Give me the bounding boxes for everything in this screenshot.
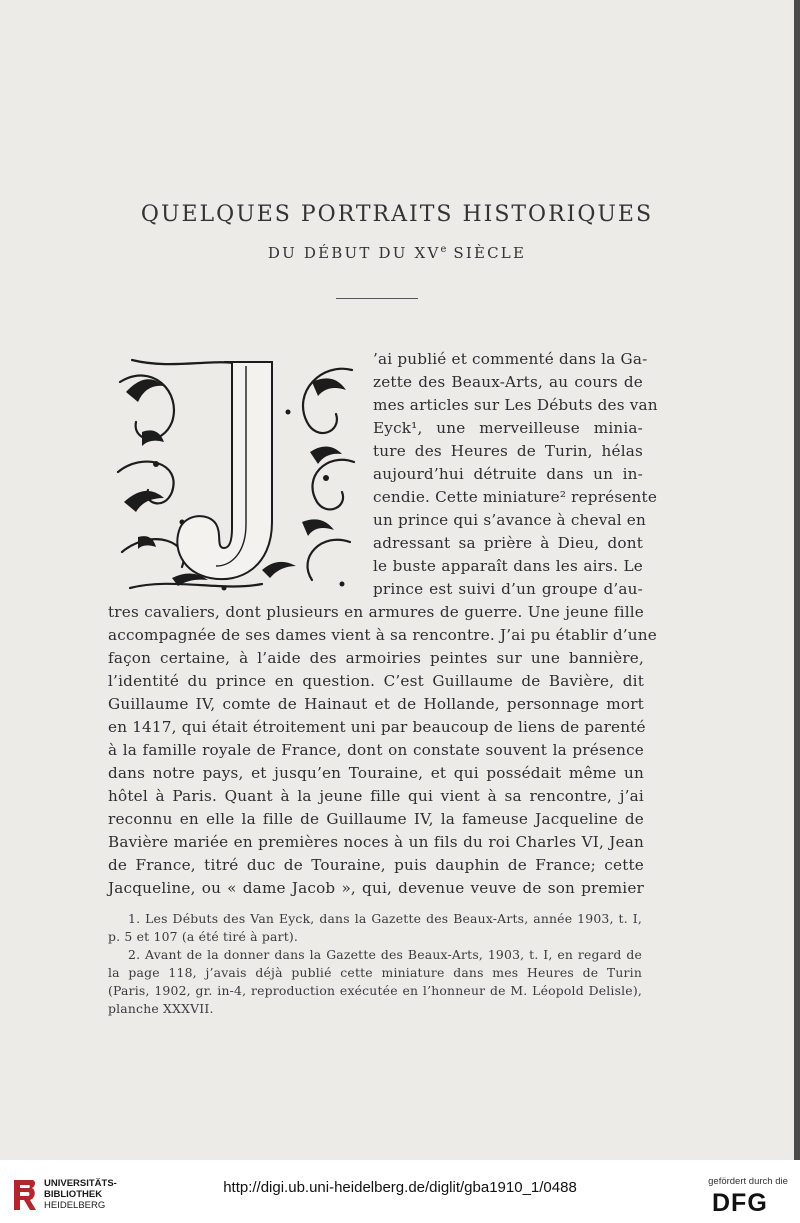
text-line: ’ai publié et commenté dans la Ga- (373, 350, 648, 368)
text-line: mes articles sur Les Débuts des van (373, 396, 658, 414)
footnote-line: p. 5 et 107 (a été tiré à part). (108, 929, 299, 944)
text-line: Guillaume IV, comte de Hainaut et de Hollande, personnage mort (108, 695, 644, 713)
footnote-line: 1. Les Débuts des Van Eyck, dans la Gazette des Beaux-Arts, année 1903, t. I, (128, 911, 642, 926)
text-line: Bavière mariée en premières noces à un fils du roi Charles VI, Jean (108, 833, 644, 851)
text-line: aujourd’hui détruite dans un in- (373, 465, 643, 483)
text-line: Jacqueline, ou « dame Jacob », qui, devenue veuve de son premier (108, 879, 644, 897)
ornamental-initial-j (112, 352, 358, 594)
text-line: accompagnée de ses dames vient à sa rencontre. J’ai pu établir d’une (108, 626, 657, 644)
subtitle-superscript: e (440, 244, 447, 255)
text-line: un prince qui s’avance à cheval en (373, 511, 646, 529)
footnote-line: (Paris, 1902, gr. in-4, reproduction exécutée en l’honneur de M. Léopold Delisle), (108, 983, 642, 998)
page-edge-shadow (794, 0, 800, 1160)
subtitle-end: SIÈCLE (446, 244, 527, 262)
footnote-line: la page 118, j’avais déjà publié cette miniature dans mes Heures de Turin (108, 965, 642, 980)
text-line: le buste apparaît dans les airs. Le (373, 557, 643, 575)
text-line: reconnu en elle la fille de Guillaume IV, la fameuse Jacqueline de (108, 810, 644, 828)
dfg-logo: DFG (712, 1189, 768, 1217)
text-line: ture des Heures de Turin, hélas (373, 442, 643, 460)
text-line: prince est suivi d’un groupe d’au- (373, 580, 643, 598)
footnote-line: 2. Avant de la donner dans la Gazette des Beaux-Arts, 1903, t. I, en regard de (128, 947, 642, 962)
article-title: QUELQUES PORTRAITS HISTORIQUES (140, 202, 654, 227)
text-line: Eyck¹, une merveilleuse minia- (373, 419, 643, 437)
text-line: cendie. Cette miniature² représente (373, 488, 658, 506)
library-name-line1: UNIVERSITÄTS- (44, 1178, 117, 1189)
subtitle-main: DU DÉBUT DU XV (267, 244, 441, 262)
text-line: hôtel à Paris. Quant à la jeune fille qui vient à sa rencontre, j’ai (108, 787, 644, 805)
footnote-line: planche XXXVII. (108, 1001, 214, 1016)
text-line: en 1417, qui était étroitement uni par beaucoup de liens de parenté (108, 718, 646, 736)
text-line: façon certaine, à l’aide des armoiries peintes sur une bannière, (108, 649, 644, 667)
funding-note: gefördert durch die (708, 1176, 788, 1187)
text-line: de France, titré duc de Touraine, puis dauphin de France; cette (108, 856, 644, 874)
permalink-url[interactable]: http://digi.ub.uni-heidelberg.de/diglit/gba1910_1/0488 (223, 1179, 577, 1196)
library-name-line2: BIBLIOTHEK (44, 1189, 103, 1200)
text-line: adressant sa prière à Dieu, dont (373, 534, 643, 552)
text-line: tres cavaliers, dont plusieurs en armures de guerre. Une jeune fille (108, 603, 644, 621)
text-line: dans notre pays, et jusqu’en Touraine, et qui possédait même un (108, 764, 644, 782)
article-subtitle (0, 244, 794, 262)
text-line: l’identité du prince en question. C’est Guillaume de Bavière, dit (108, 672, 644, 690)
text-line: zette des Beaux-Arts, au cours de (373, 373, 643, 391)
title-rule (336, 298, 418, 299)
text-line: à la famille royale de France, dont on constate souvent la présence (108, 741, 644, 759)
library-name-line3: HEIDELBERG (44, 1200, 106, 1211)
